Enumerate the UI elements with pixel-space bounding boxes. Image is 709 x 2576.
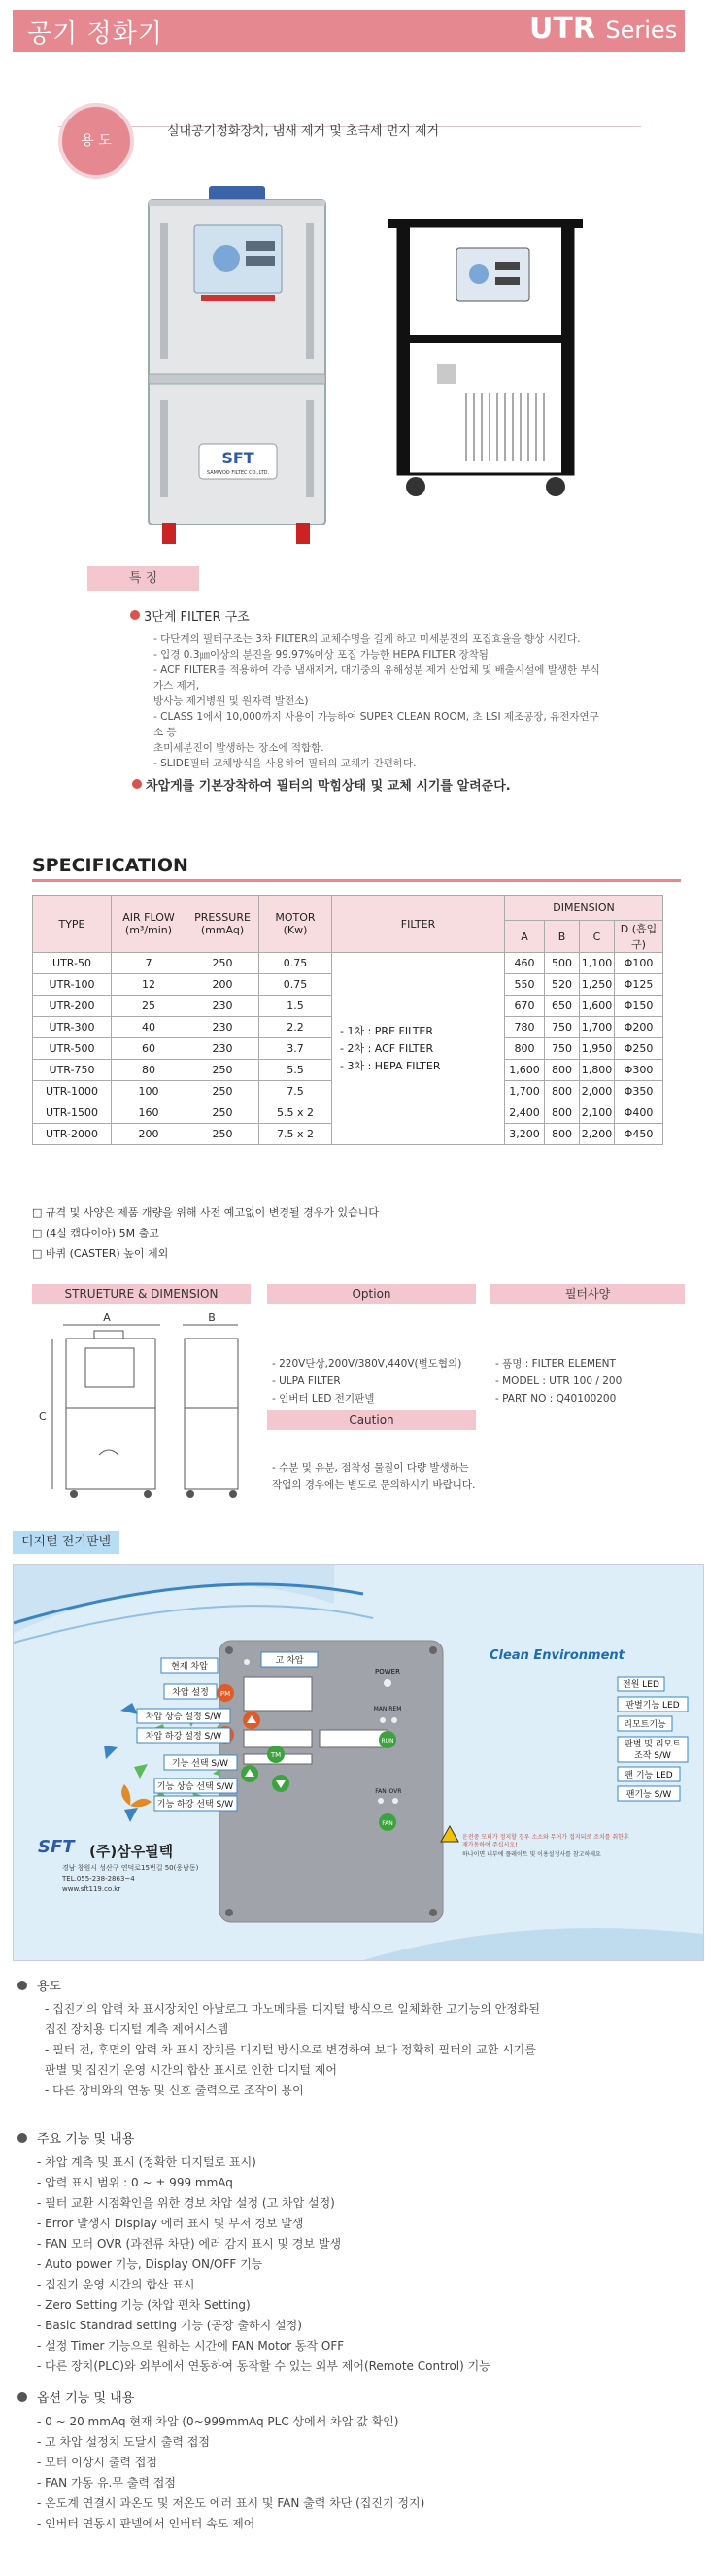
callout-func-up: 기능 상승 선택 S/W	[156, 1782, 234, 1792]
bullet-icon	[132, 779, 142, 789]
feature-item: - 입경 0.3㎛이상의 분진을 99.97%이상 포집 가능한 HEPA FILTER 장착됨.	[153, 649, 492, 661]
list-item: - 차압 계측 및 표시 (정확한 디지털로 표시)	[37, 2155, 256, 2169]
callout-set: 차압 설정	[172, 1688, 209, 1698]
list-item: - 집진기 운영 시간의 합산 표시	[37, 2278, 195, 2291]
clean-environment: Clean Environment	[490, 1648, 625, 1663]
spec-title: SPECIFICATION	[32, 855, 188, 876]
callout-fan-led: 팬 기능 LED	[625, 1771, 673, 1780]
feature-item: - 다단계의 필터구조는 3차 FILTER의 교체수명을 길게 하고 미세분진의 포집효율을 향상 시킨다.	[153, 633, 581, 645]
list-item: - 설정 Timer 기능으로 원하는 시간에 FAN Motor 동작 OFF	[37, 2339, 345, 2353]
usage-badge: 용 도	[58, 103, 134, 179]
panel-btn-run: RUN	[381, 1738, 394, 1745]
main-func-list	[37, 2152, 490, 2377]
option-func-list	[37, 2412, 424, 2534]
usage-section-list	[45, 1999, 540, 2101]
warning-icon	[441, 1826, 458, 1842]
bullet-icon	[17, 2133, 27, 2143]
th-type: TYPE	[33, 896, 112, 953]
features-list	[153, 631, 600, 771]
spec-divider	[32, 879, 681, 882]
features-tab: 특 징	[87, 566, 199, 591]
option-item: - ULPA FILTER	[272, 1375, 341, 1387]
filter-spec-item: - PART NO : Q40100200	[495, 1393, 617, 1405]
filter-spec-item: - MODEL : UTR 100 / 200	[495, 1375, 623, 1387]
panel-tab: 디지털 전기판넬	[13, 1531, 119, 1554]
callout-remote: 리모트기능	[624, 1720, 666, 1730]
th-a: A	[505, 921, 545, 953]
callout-fan-remote-2: 조작 S/W	[634, 1751, 671, 1761]
note-item: □ (4실 캡다이아) 5M 출고	[32, 1227, 159, 1239]
list-item: 집진 장치용 디지털 계측 제어시스템	[45, 2022, 229, 2036]
feature-item: - CLASS 1에서 10,000까지 사용이 가능하여 SUPER CLEAN ROOM, 초 LSI 제조공장, 유전자연구소 등	[153, 711, 599, 738]
bullet-icon	[130, 610, 140, 620]
callout-func: 기능 선택 S/W	[171, 1759, 229, 1769]
table-row: UTR-200 25 230 1.5 670 650 1,600 Φ150	[33, 996, 663, 1017]
svg-text:하나이면 내부에 플레이트 및 이용설정사를 참고하세요: 하나이면 내부에 플레이트 및 이용설정사를 참고하세요	[462, 1851, 601, 1858]
table-row: UTR-2000 200 250 7.5 x 2 3,200 800 2,200 Φ450	[33, 1124, 663, 1145]
caution-title: Caution	[267, 1410, 476, 1430]
bullet-icon	[17, 1981, 27, 1990]
dim-label-b: B	[208, 1313, 216, 1324]
feature-item: - ACF FILTER를 적용하여 각종 냄새제거, 대기중의 유해성분 제거 산업체 및 배출시설에 발생한 부식가스 제거,	[153, 664, 600, 692]
list-item: - Auto power 기능, Display ON/OFF 기능	[37, 2257, 263, 2271]
svg-text:운전중 모터가 정지할 경우 소소와 무어가 접지되로 조치: 운전중 모터가 정지할 경우 소소와 무어가 접지되로 조치를 취한후	[462, 1834, 629, 1841]
filter-spec-title: 필터사양	[490, 1284, 685, 1304]
panel-btn-power: POWER	[375, 1668, 400, 1676]
callout-func-down: 기능 하강 선택 S/W	[156, 1800, 234, 1810]
panel-btn-tm: TM	[270, 1751, 282, 1759]
callout-current: 현재 차압	[171, 1662, 208, 1672]
features-title: 3단계 FILTER 구조	[144, 610, 250, 625]
note-item: □ 규격 및 사양은 제품 개량을 위해 사전 예고없이 변경될 경우가 있습니다	[32, 1206, 380, 1219]
list-item: - FAN 모터 OVR (과전류 차단) 에러 감지 표시 및 경보 발생	[37, 2237, 342, 2251]
spec-table	[32, 895, 663, 1145]
table-row: UTR-300 40 230 2.2 780 750 1,700 Φ200	[33, 1017, 663, 1038]
th-pressure: PRESSURE (mmAq)	[186, 896, 259, 953]
panel-btn-fan: FAN	[375, 1788, 387, 1795]
table-row: UTR-1000 100 250 7.5 1,700 800 2,000 Φ350	[33, 1081, 663, 1102]
table-row: UTR-500 60 230 3.7 800 750 1,950 Φ250	[33, 1038, 663, 1060]
th-filter: FILTER	[332, 896, 505, 953]
spec-notes	[32, 1203, 379, 1264]
machine-gray-image	[141, 186, 333, 549]
table-row: UTR-1500 160 250 5.5 x 2 2,400 800 2,100 Φ400	[33, 1102, 663, 1124]
feature-item: - SLIDE필터 교체방식을 사용하여 필터의 교체가 간편하다.	[153, 758, 417, 769]
list-item: - Basic Standrad setting 기능 (공장 출하지 설정)	[37, 2319, 302, 2332]
digital-panel-image	[13, 1564, 704, 1961]
option-list	[272, 1355, 461, 1407]
machine-brand-sub: SAMWOO FILTEC CO.,LTD.	[206, 470, 270, 476]
option-title: Option	[267, 1284, 476, 1304]
table-row: UTR-100 12 200 0.75 550 520 1,250 Φ125	[33, 974, 663, 996]
list-item: - 모터 이상시 출력 접점	[37, 2456, 157, 2469]
company-logo: SFT	[38, 1837, 75, 1857]
features-highlight: 차압게를 기본장착하여 필터의 막힘상태 및 교체 시기를 알려준다.	[146, 779, 511, 794]
note-item: □ 바퀴 (CASTER) 높이 제외	[32, 1247, 169, 1260]
callout-fan-remote: 판별 및 리모트	[625, 1740, 681, 1749]
machine-black-image	[388, 219, 583, 500]
filter-cell: - 1차 : PRE FILTER - 2차 : ACF FILTER - 3차 : HEPA FILTER	[332, 953, 505, 1145]
dim-label-a: A	[103, 1313, 111, 1324]
th-c: C	[580, 921, 615, 953]
caution-text: - 수분 및 유분, 점착성 물질이 다량 발생하는 작업의 경우에는 별도로 문의하시기 바랍니다.	[272, 1462, 476, 1491]
company-address: 경남 창원시 성산구 연덕로15번길 50(웅남동)	[62, 1864, 199, 1872]
list-item: - 고 차압 설정치 도달시 출력 접점	[37, 2435, 210, 2449]
callout-high: 고 차압	[275, 1656, 304, 1666]
th-d: D (흡입구)	[615, 921, 663, 953]
machine-brand: SFT	[221, 449, 254, 467]
callout-up: 차압 상승 설정 S/W	[145, 1712, 222, 1722]
list-item: - 다른 장치(PLC)와 외부에서 연동하여 동작할 수 있는 외부 제어(Remote Control) 기능	[37, 2359, 490, 2373]
callout-power-led: 전원 LED	[623, 1680, 659, 1690]
list-item: - 인버터 연동시 판넬에서 인버터 속도 제어	[37, 2517, 255, 2530]
option-item: - 220V단상,200V/380V,440V(별도협의)	[272, 1358, 462, 1370]
list-item: 판별 및 집진기 운영 시간의 합산 표시로 인한 디지털 제어	[45, 2063, 337, 2077]
panel-btn-man-rem: MAN REM	[373, 1706, 402, 1712]
header-series: UTR Series	[529, 12, 678, 46]
list-item: - Error 발생시 Display 에러 표시 및 부저 경보 발생	[37, 2217, 304, 2230]
header-title: 공기 정화기	[27, 19, 163, 49]
callout-fan-led-r: 판별기능 LED	[625, 1701, 680, 1711]
list-item: - 다른 장비와의 연동 및 신호 출력으로 조작이 용이	[45, 2084, 304, 2097]
th-airflow: AIR FLOW (m³/min)	[112, 896, 186, 953]
callout-fan-sw: 팬기능 S/W	[625, 1790, 672, 1800]
usage-text: 실내공기정화장치, 냄새 제거 및 초극세 먼지 제거	[167, 124, 440, 139]
main-func-title: 주요 기능 및 내용	[37, 2132, 135, 2147]
list-item: - 필터 전, 후면의 압력 차 표시 장치를 디지털 방식으로 변경하여 보다 정확히 필터의 교환 시기를	[45, 2043, 536, 2056]
list-item: - 집진기의 압력 차 표시장치인 아날로그 마노메타를 디지털 방식으로 일체화한 고기능의 안정화된	[45, 2002, 540, 2016]
callout-down: 차압 하강 설정 S/W	[145, 1732, 222, 1742]
list-item: - Zero Setting 기능 (차압 편차 Setting)	[37, 2298, 251, 2312]
panel-btn-ovr: OVR	[388, 1788, 402, 1795]
filter-spec-item: - 품명 : FILTER ELEMENT	[495, 1358, 616, 1370]
table-row: UTR-750 80 250 5.5 1,600 800 1,800 Φ300	[33, 1060, 663, 1081]
bullet-icon	[17, 2392, 27, 2402]
th-motor: MOTOR (Kw)	[259, 896, 332, 953]
usage-section-title: 용도	[37, 1980, 62, 1994]
panel-btn-pm: PM	[219, 1690, 231, 1698]
list-item: - 압력 표시 범위 : 0 ~ ± 999 mmAq	[37, 2176, 233, 2189]
structure-title: STRUETURE & DIMENSION	[32, 1284, 251, 1304]
company-tel: TEL.055-238-2863~4	[62, 1875, 135, 1882]
company-name: (주)삼우필텍	[89, 1843, 174, 1860]
filter-spec-list	[495, 1355, 622, 1407]
svg-text:FAN: FAN	[382, 1820, 393, 1827]
structure-drawing	[39, 1313, 257, 1508]
dim-label-c: C	[39, 1410, 47, 1423]
option-func-title: 옵션 기능 및 내용	[37, 2391, 135, 2406]
table-row: UTR-50 7 250 0.75 - 1차 : PRE FILTER - 2차 : ACF FILTER - 3차 : HEPA FILTER 460 500 1,100 Φ100	[33, 953, 663, 974]
list-item: - 0 ~ 20 mmAq 현재 차압 (0~999mmAq PLC 상에서 차압 값 확인)	[37, 2415, 399, 2428]
feature-item: 방사능 제거병원 및 원자력 발전소)	[153, 695, 309, 707]
list-item: - FAN 가동 유.무 출력 접점	[37, 2476, 176, 2490]
option-item: - 인버터 LED 전기판넬	[272, 1393, 375, 1405]
svg-text:재가동하여 주십시오!: 재가동하여 주십시오!	[462, 1842, 518, 1848]
company-web: www.sft119.co.kr	[62, 1885, 121, 1893]
feature-item: 초미세분진이 발생하는 장소에 적합함.	[153, 742, 324, 754]
list-item: - 필터 교환 시점확인을 위한 경보 차압 설정 (고 차압 설정)	[37, 2196, 335, 2210]
list-item: - 온도계 연결시 과온도 및 저온도 에러 표시 및 FAN 출력 차단 (집진기 정지)	[37, 2496, 425, 2510]
th-b: B	[545, 921, 580, 953]
th-dimension: DIMENSION	[505, 896, 663, 921]
